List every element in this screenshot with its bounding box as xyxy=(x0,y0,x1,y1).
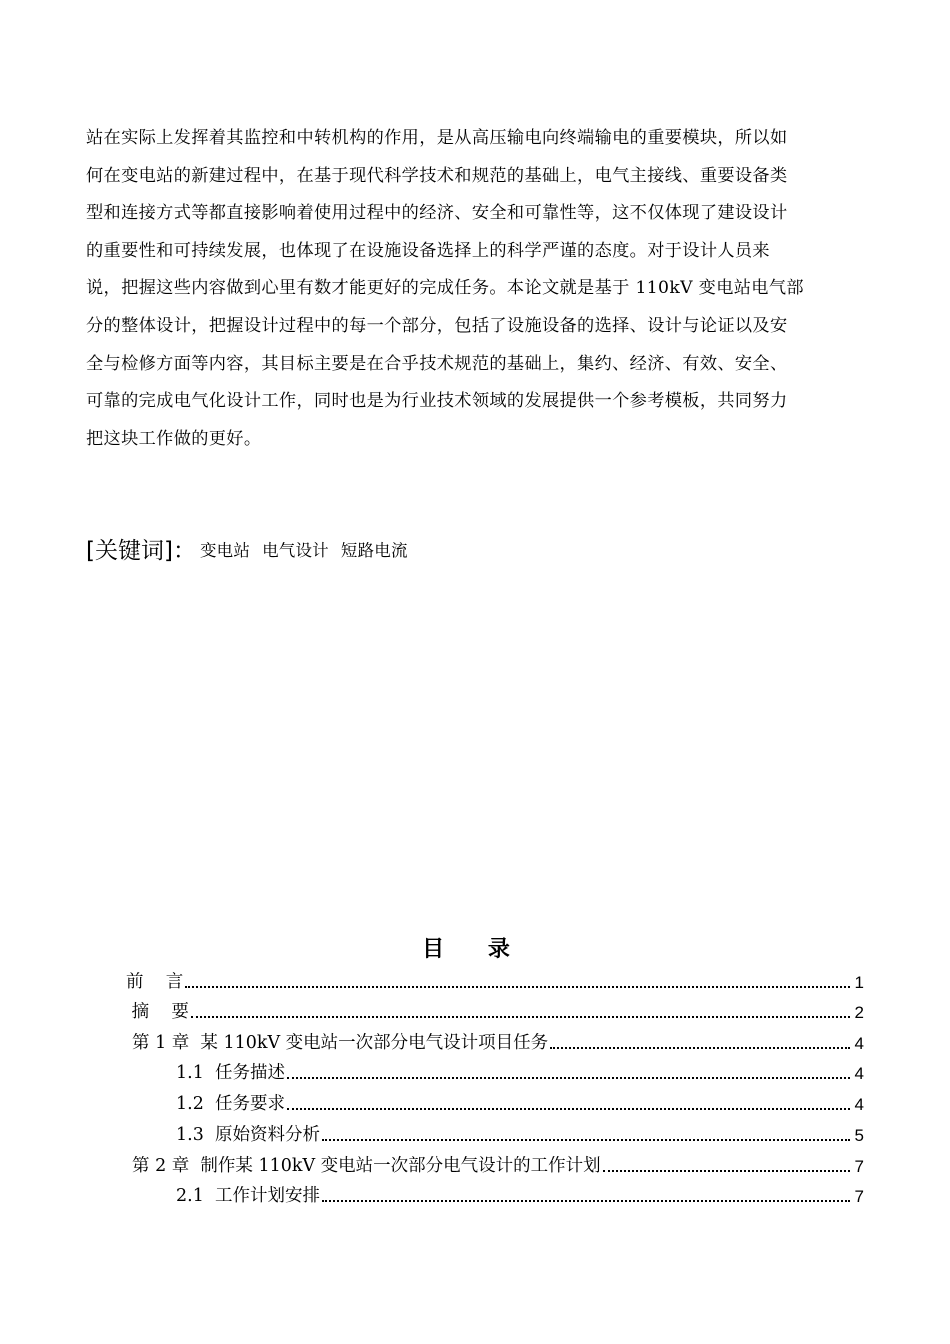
toc-leader-dots xyxy=(191,1016,850,1018)
toc-entry[interactable] xyxy=(132,1026,864,1054)
toc-entry[interactable] xyxy=(126,995,864,1023)
toc-entry[interactable] xyxy=(176,1087,864,1115)
toc-entry-label: 摘 要 xyxy=(126,1002,189,1022)
toc-page-number: 4 xyxy=(854,1095,864,1114)
keyword-item: 变电站 xyxy=(199,540,251,560)
body-line: 全与检修方面等内容，其目标主要是在合乎技术规范的基础上，集约、经济、有效、安全、 xyxy=(86,353,788,374)
body-line: 可靠的完成电气化设计工作，同时也是为行业技术领域的发展提供一个参考模板，共同努力 xyxy=(86,391,788,412)
toc-page-number: 5 xyxy=(854,1126,864,1145)
toc-leader-dots xyxy=(322,1139,850,1141)
toc-leader-dots xyxy=(185,986,850,988)
keywords-label: [关键词]： xyxy=(86,538,196,564)
body-line: 把这块工作做的更好。 xyxy=(86,428,262,449)
toc-page-number: 4 xyxy=(854,1064,864,1083)
toc-entry[interactable] xyxy=(132,1149,864,1177)
toc-entry[interactable] xyxy=(176,1056,864,1084)
toc-entry-label: 1.2 任务要求 xyxy=(176,1094,285,1114)
toc-entry[interactable] xyxy=(126,965,864,993)
keyword-item: 短路电流 xyxy=(340,540,408,560)
toc-entry-label: 1.3 原始资料分析 xyxy=(176,1125,320,1145)
toc-entry-label: 第 1 章 某 110kV 变电站一次部分电气设计项目任务 xyxy=(132,1033,549,1053)
toc-entry-label: 2.1 工作计划安排 xyxy=(176,1186,320,1206)
abstract-body xyxy=(86,120,862,458)
keyword-item: 电气设计 xyxy=(262,540,329,560)
toc-leader-dots xyxy=(287,1077,850,1079)
toc-page-number: 2 xyxy=(854,1003,864,1022)
toc-page-number: 4 xyxy=(854,1034,864,1053)
toc-entry-label: 1.1 任务描述 xyxy=(176,1063,285,1083)
toc-leader-dots xyxy=(603,1170,850,1172)
toc-title: 目 录 xyxy=(422,937,528,962)
toc-leader-dots xyxy=(550,1047,850,1049)
toc-page-number: 7 xyxy=(854,1157,864,1176)
body-line: 站在实际上发挥着其监控和中转机构的作用，是从高压输电向终端输电的重要模块，所以如 xyxy=(86,128,788,148)
body-line: 分的整体设计，把握设计过程中的每一个部分，包括了设施设备的选择、设计与论证以及安 xyxy=(86,315,788,336)
toc-page-number: 7 xyxy=(854,1187,864,1206)
body-line: 型和连接方式等都直接影响着使用过程中的经济、安全和可靠性等，这不仅体现了建设设计 xyxy=(86,203,788,224)
toc-entry-label: 前 言 xyxy=(126,972,184,992)
keywords-line xyxy=(86,532,420,566)
body-line: 的重要性和可持续发展，也体现了在设施设备选择上的科学严谨的态度。对于设计人员来 xyxy=(86,240,770,261)
toc-leader-dots xyxy=(322,1200,850,1202)
toc-entry-label: 第 2 章 制作某 110kV 变电站一次部分电气设计的工作计划 xyxy=(132,1156,601,1176)
toc-entry[interactable] xyxy=(176,1179,864,1207)
toc-leader-dots xyxy=(287,1108,850,1110)
body-line: 说，把握这些内容做到心里有数才能更好的完成任务。本论文就是基于 110kV 变电站电气部 xyxy=(86,278,804,299)
toc-entry[interactable] xyxy=(176,1118,864,1146)
keywords-values xyxy=(200,541,420,560)
body-line: 何在变电站的新建过程中，在基于现代科学技术和规范的基础上，电气主接线、重要设备类 xyxy=(86,165,788,186)
toc-page-number: 1 xyxy=(854,973,864,992)
